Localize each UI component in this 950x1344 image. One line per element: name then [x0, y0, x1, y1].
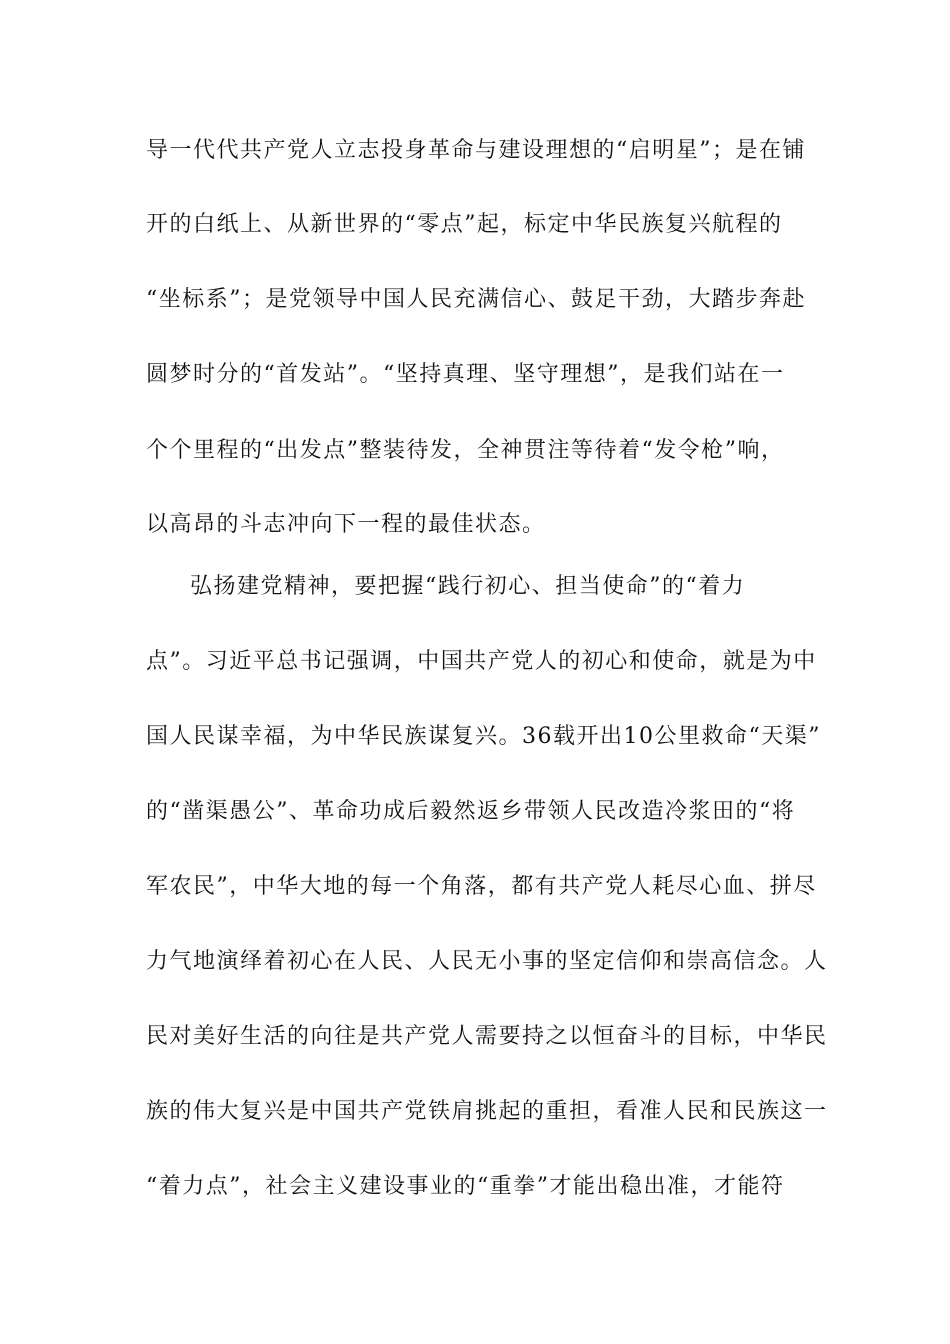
text-line: 开的白纸上、从新世界的“零点”起，标定中华民族复兴航程的 [146, 212, 783, 237]
text-line: 族的伟大复兴是中国共产党铁肩挑起的重担，看准人民和民族这一 [146, 1099, 828, 1124]
text-line: 的“凿渠愚公”、革命功成后毅然返乡带领人民改造冷浆田的“将 [146, 799, 796, 824]
text-line: 民对美好生活的向往是共产党人需要持之以恒奋斗的目标，中华民 [146, 1024, 828, 1049]
text-line: 国人民谋幸福，为中华民族谋复兴。36载开出10公里救命“天渠” [146, 724, 821, 749]
text-line: 力气地演绎着初心在人民、人民无小事的坚定信仰和崇高信念。人 [146, 949, 828, 974]
text-line: 圆梦时分的“首发站”。“坚持真理、坚守理想”，是我们站在一 [146, 362, 785, 387]
text-line: “着力点”，社会主义建设事业的“重拳”才能出稳出准，才能符 [146, 1174, 785, 1199]
text-line: 导一代代共产党人立志投身革命与建设理想的“启明星”；是在铺 [146, 138, 806, 163]
text-line: “坐标系”；是党领导中国人民充满信心、鼓足干劲，大踏步奔赴 [146, 287, 806, 312]
paragraph-first-line: 弘扬建党精神，要把握“践行初心、担当使命”的“着力 [190, 574, 746, 599]
text-line: 军农民”，中华大地的每一个角落，都有共产党人耗尽心血、拼尽 [146, 874, 817, 899]
text-line: 个个里程的“出发点”整装待发，全神贯注等待着“发令枪”响， [146, 438, 785, 463]
text-line: 以高昂的斗志冲向下一程的最佳状态。 [146, 512, 546, 537]
text-line: 点”。习近平总书记强调，中国共产党人的初心和使命，就是为中 [146, 649, 817, 674]
